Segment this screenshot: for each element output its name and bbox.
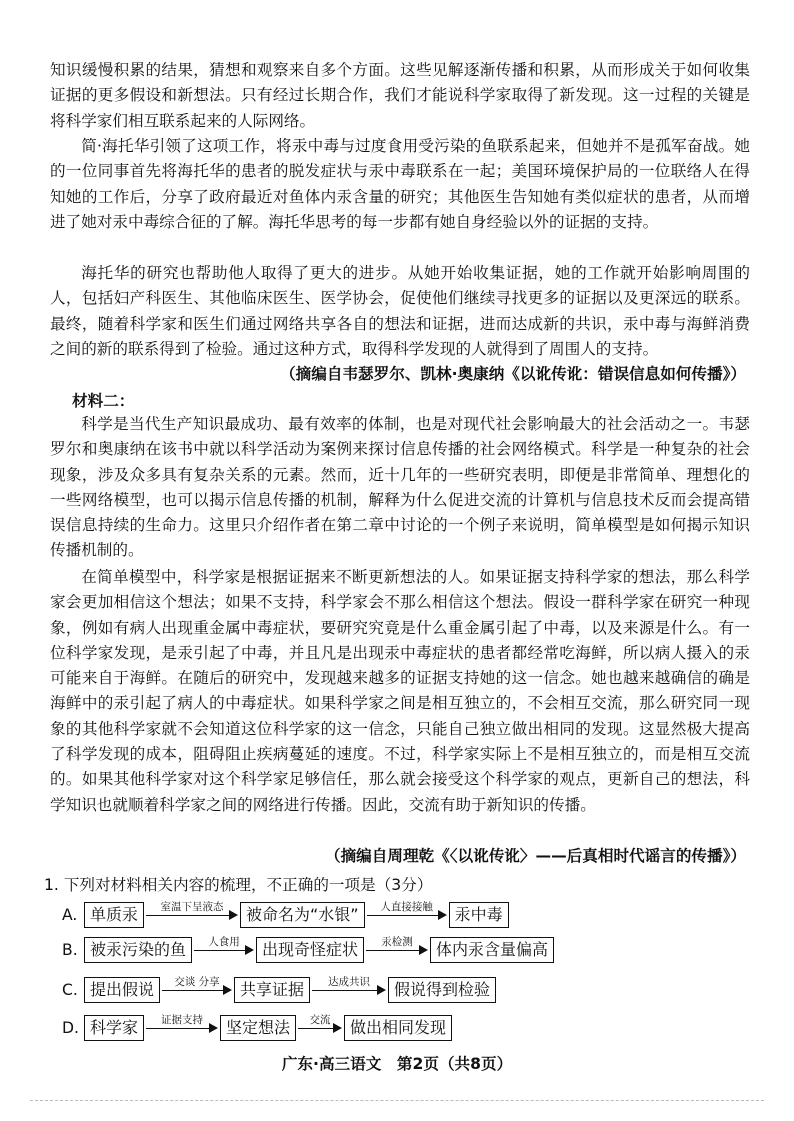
material2-paragraph-1: 科学是当代生产知识最成功、最有效率的体制，也是对现代社会影响最大的社会活动之一。韦瑟罗尔和奥康纳在该书中就以科学活动为案例来探讨信息传播的社会网络模式。科学是一种复杂的社会现象，涉及众多具有复杂关系的元素。然而，近十几年的一些研究表明，即便是非常简单、理想化的一些网络模型，也可以揭示信息传播的机制，解释为什么促进交流的计算机与信息技术反而会提高错误信息持续的生命力。这里只介绍作者在第二章中讨论的一个例子来说明，简单模型是如何揭示知识传播机制的。	[50, 415, 750, 560]
flow-box: 被汞污染的鱼	[84, 937, 192, 963]
material1-paragraph-1: 知识缓慢积累的结果，猜想和观察来自多个方面。这些见解逐渐传播和积累，从而形成关于如何收集证据的更多假设和新想法。只有经过长期合作，我们才能说科学家取得了新发现。这一过程的关键是将科学家们相互联系起来的人际网络。	[50, 61, 750, 130]
flow-box: 做出相同发现	[344, 1015, 452, 1041]
option-a-row[interactable]	[62, 900, 509, 930]
option-letter: C.	[62, 981, 78, 999]
arrow-icon	[312, 976, 386, 1001]
flow-box: 科学家	[84, 1015, 144, 1041]
arrow-label: 达成共识	[328, 976, 371, 988]
flow-box: 单质汞	[84, 902, 144, 928]
option-letter: D.	[62, 1019, 79, 1037]
flow-box: 体内汞含量偏高	[430, 937, 554, 963]
arrow-icon	[298, 1014, 342, 1039]
material1-paragraph-2: 简·海托华引领了这项工作，将汞中毒与过度食用受污染的鱼联系起来，但她并不是孤军奋战。她的一位同事首先将海托华的患者的脱发症状与汞中毒联系在一起；美国环境保护局的一位联络人在得知她的工作后，分享了政府最近对鱼体内汞含量的研究；其他医生告知她有类似症状的患者，从而增进了她对汞中毒综合征的了解。海托华思考的每一步都有她自身经验以外的证据的支持。	[50, 137, 750, 231]
divider	[30, 1100, 764, 1101]
arrow-label: 交流	[309, 1014, 331, 1026]
arrow-label: 室温下呈液态	[160, 901, 224, 913]
flow-box: 出现奇怪症状	[256, 937, 364, 963]
flow-box: 共享证据	[234, 977, 310, 1003]
arrow-icon	[194, 936, 254, 961]
option-d-row[interactable]	[62, 1013, 452, 1043]
material1-paragraph-3: 海托华的研究也帮助他人取得了更大的进步。从她开始收集证据，她的工作就开始影响周围的人，包括妇产科医生、其他临床医生、医学协会，促使他们继续寻找更多的证据以及更深远的联系。最终，随着科学家和医生们通过网络共享各自的想法和证据，进而达成新的共识，汞中毒与海鲜消费之间的新的联系得到了检验。通过这种方式，取得科学发现的人就得到了周围人的支持。	[50, 264, 750, 358]
arrow-label: 人食用	[208, 936, 240, 948]
arrow-icon	[162, 976, 232, 1001]
option-letter: A.	[62, 906, 78, 924]
option-b-row[interactable]	[62, 935, 554, 965]
arrow-icon	[146, 901, 238, 926]
option-letter: B.	[62, 941, 78, 959]
material2-heading: 材料二：	[72, 392, 135, 410]
arrow-label: 汞检测	[381, 936, 413, 948]
question-stem: 1. 下列对材料相关内容的梳理，不正确的一项是（3分）	[44, 876, 433, 894]
flow-box: 被命名为“水银”	[240, 902, 365, 928]
arrow-icon	[367, 901, 447, 926]
arrow-label: 人直接接触	[380, 901, 433, 913]
arrow-label: 交谈 分享	[174, 976, 220, 988]
arrow-icon	[146, 1014, 218, 1039]
material1-source: （摘编自韦瑟罗尔、凯林·奥康纳《以讹传讹：错误信息如何传播》）	[280, 365, 746, 383]
flow-box: 坚定想法	[220, 1015, 296, 1041]
material2-paragraph-2: 在简单模型中，科学家是根据证据来不断更新想法的人。如果证据支持科学家的想法，那么科学家会更加相信这个想法；如果不支持，科学家会不那么相信这个想法。假设一群科学家在研究一种现象，例如有病人出现重金属中毒症状，要研究究竟是什么重金属引起了中毒，以及来源是什么。有一位科学家发现，是汞引起了中毒，并且凡是出现汞中毒症状的患者都经常吃海鲜，所以病人摄入的汞可能来自于海鲜。在随后的研究中，发现越来越多的证据支持她的这一信念。她也越来越确信的确是海鲜中的汞引起了病人的中毒症状。如果科学家之间是相互独立的，不会相互交流，那么研究同一现象的其他科学家就不会知道这位科学家的这一信念，只能自己独立做出相同的发现。这显然极大提高了科学发现的成本，阻碍阻止疾病蔓延的速度。不过，科学家实际上不是相互独立的，而是相互交流的。如果其他科学家对这个科学家足够信任，那么就会接受这个科学家的观点，更新自己的想法，科学知识也就顺着科学家之间的网络进行传播。因此，交流有助于新知识的传播。	[50, 568, 750, 814]
arrow-icon	[366, 936, 428, 961]
page-footer: 广东·高三语文 第2页（共8页）	[281, 1055, 513, 1073]
flow-box: 汞中毒	[449, 902, 509, 928]
material2-source: （摘编自周理乾《〈以讹传讹〉——后真相时代谣言的传播》）	[324, 847, 746, 865]
option-c-row[interactable]	[62, 975, 496, 1005]
arrow-label: 证据支持	[161, 1014, 204, 1026]
flow-box: 假说得到检验	[388, 977, 496, 1003]
flow-box: 提出假说	[84, 977, 160, 1003]
